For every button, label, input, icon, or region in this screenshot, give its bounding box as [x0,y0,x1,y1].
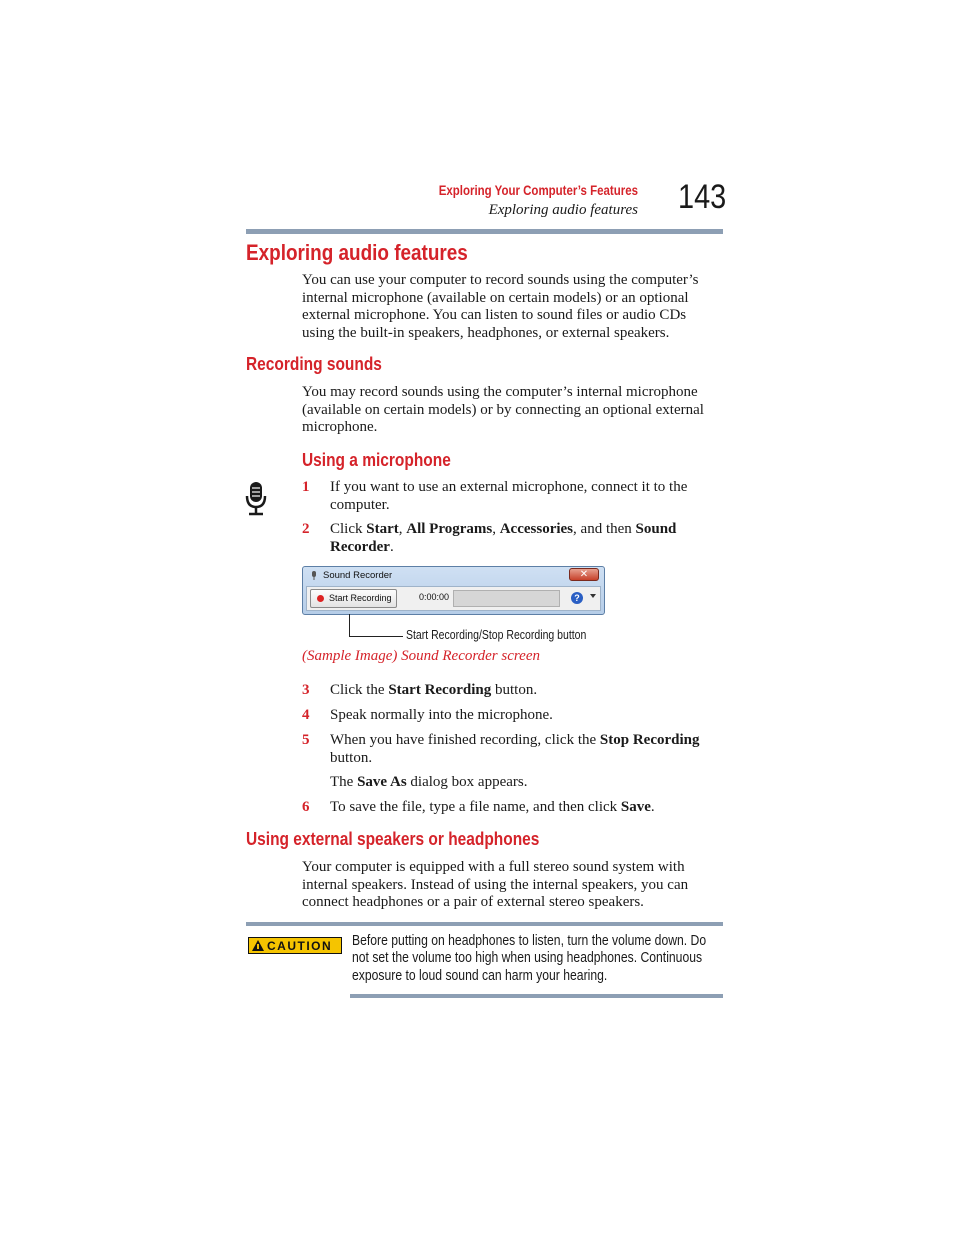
step-number: 3 [302,682,310,698]
window-title: Sound Recorder [323,570,393,581]
intro-paragraph: You can use your computer to record sounds using the computer’s internal microphone (available on certain models) or an optional external microphone. You can listen to sound files or audio CDs using the built-in speakers, headphones, or external speakers. [302,272,699,341]
step-number: 4 [302,707,310,723]
figure-caption: (Sample Image) Sound Recorder screen [302,648,540,664]
step-number: 1 [302,479,310,495]
caution-badge [248,937,342,954]
page-title: Exploring audio features [246,240,468,265]
callout-label: Start Recording/Stop Recording button [406,628,587,642]
header-rule [246,229,723,234]
step-number: 6 [302,799,310,815]
level-meter [453,590,560,607]
help-icon[interactable]: ? [571,592,583,604]
caution-bottom-rule [350,994,723,998]
sound-recorder-window [302,566,605,615]
sound-recorder-app-icon [309,571,319,581]
start-recording-label: Start Recording [329,593,392,603]
running-header-section: Exploring audio features [488,202,638,218]
record-icon [317,595,324,602]
chevron-down-icon[interactable] [590,594,596,598]
recording-paragraph: You may record sounds using the computer’s internal microphone (available on certain models) or by connecting an optional external microphone. [302,384,704,435]
start-recording-button[interactable] [310,589,397,608]
caution-text: Before putting on headphones to listen, turn the volume down. Do not set the volume too high when using headphones. Continuous exposure to loud sound can harm your hearing. [352,933,707,984]
microphone-icon [244,482,268,516]
page-number: 143 [678,178,727,216]
callout-line [349,636,403,637]
microphone-heading: Using a microphone [302,450,451,470]
step-text: Speak normally into the microphone. [330,707,553,723]
caution-top-rule [246,922,723,926]
close-icon[interactable]: ✕ [569,568,599,581]
step-text: To save the file, type a file name, and then click Save. [330,799,655,815]
running-header-chapter: Exploring Your Computer’s Features [438,182,638,198]
step-number: 2 [302,521,310,537]
recording-heading: Recording sounds [246,354,382,374]
caution-label: CAUTION [267,939,333,953]
step-note-text: The Save As dialog box appears. [330,774,528,790]
step-text: Click the Start Recording button. [330,682,538,698]
step-text: When you have finished recording, click the Stop Recording button. [330,732,700,766]
step-number: 5 [302,732,310,748]
step-text: Click Start, All Programs, Accessories, and then Sound Recorder. [330,521,677,555]
elapsed-time: 0:00:00 [419,592,450,602]
speakers-heading: Using external speakers or headphones [246,829,540,849]
step-text: If you want to use an external microphone, connect it to the computer. [330,479,688,513]
recorder-toolbar [306,586,601,611]
speakers-paragraph: Your computer is equipped with a full stereo sound system with internal speakers. Instead of using the internal speakers, you can connect headphones or a pair of external stereo speakers. [302,859,689,910]
callout-line [349,614,350,636]
